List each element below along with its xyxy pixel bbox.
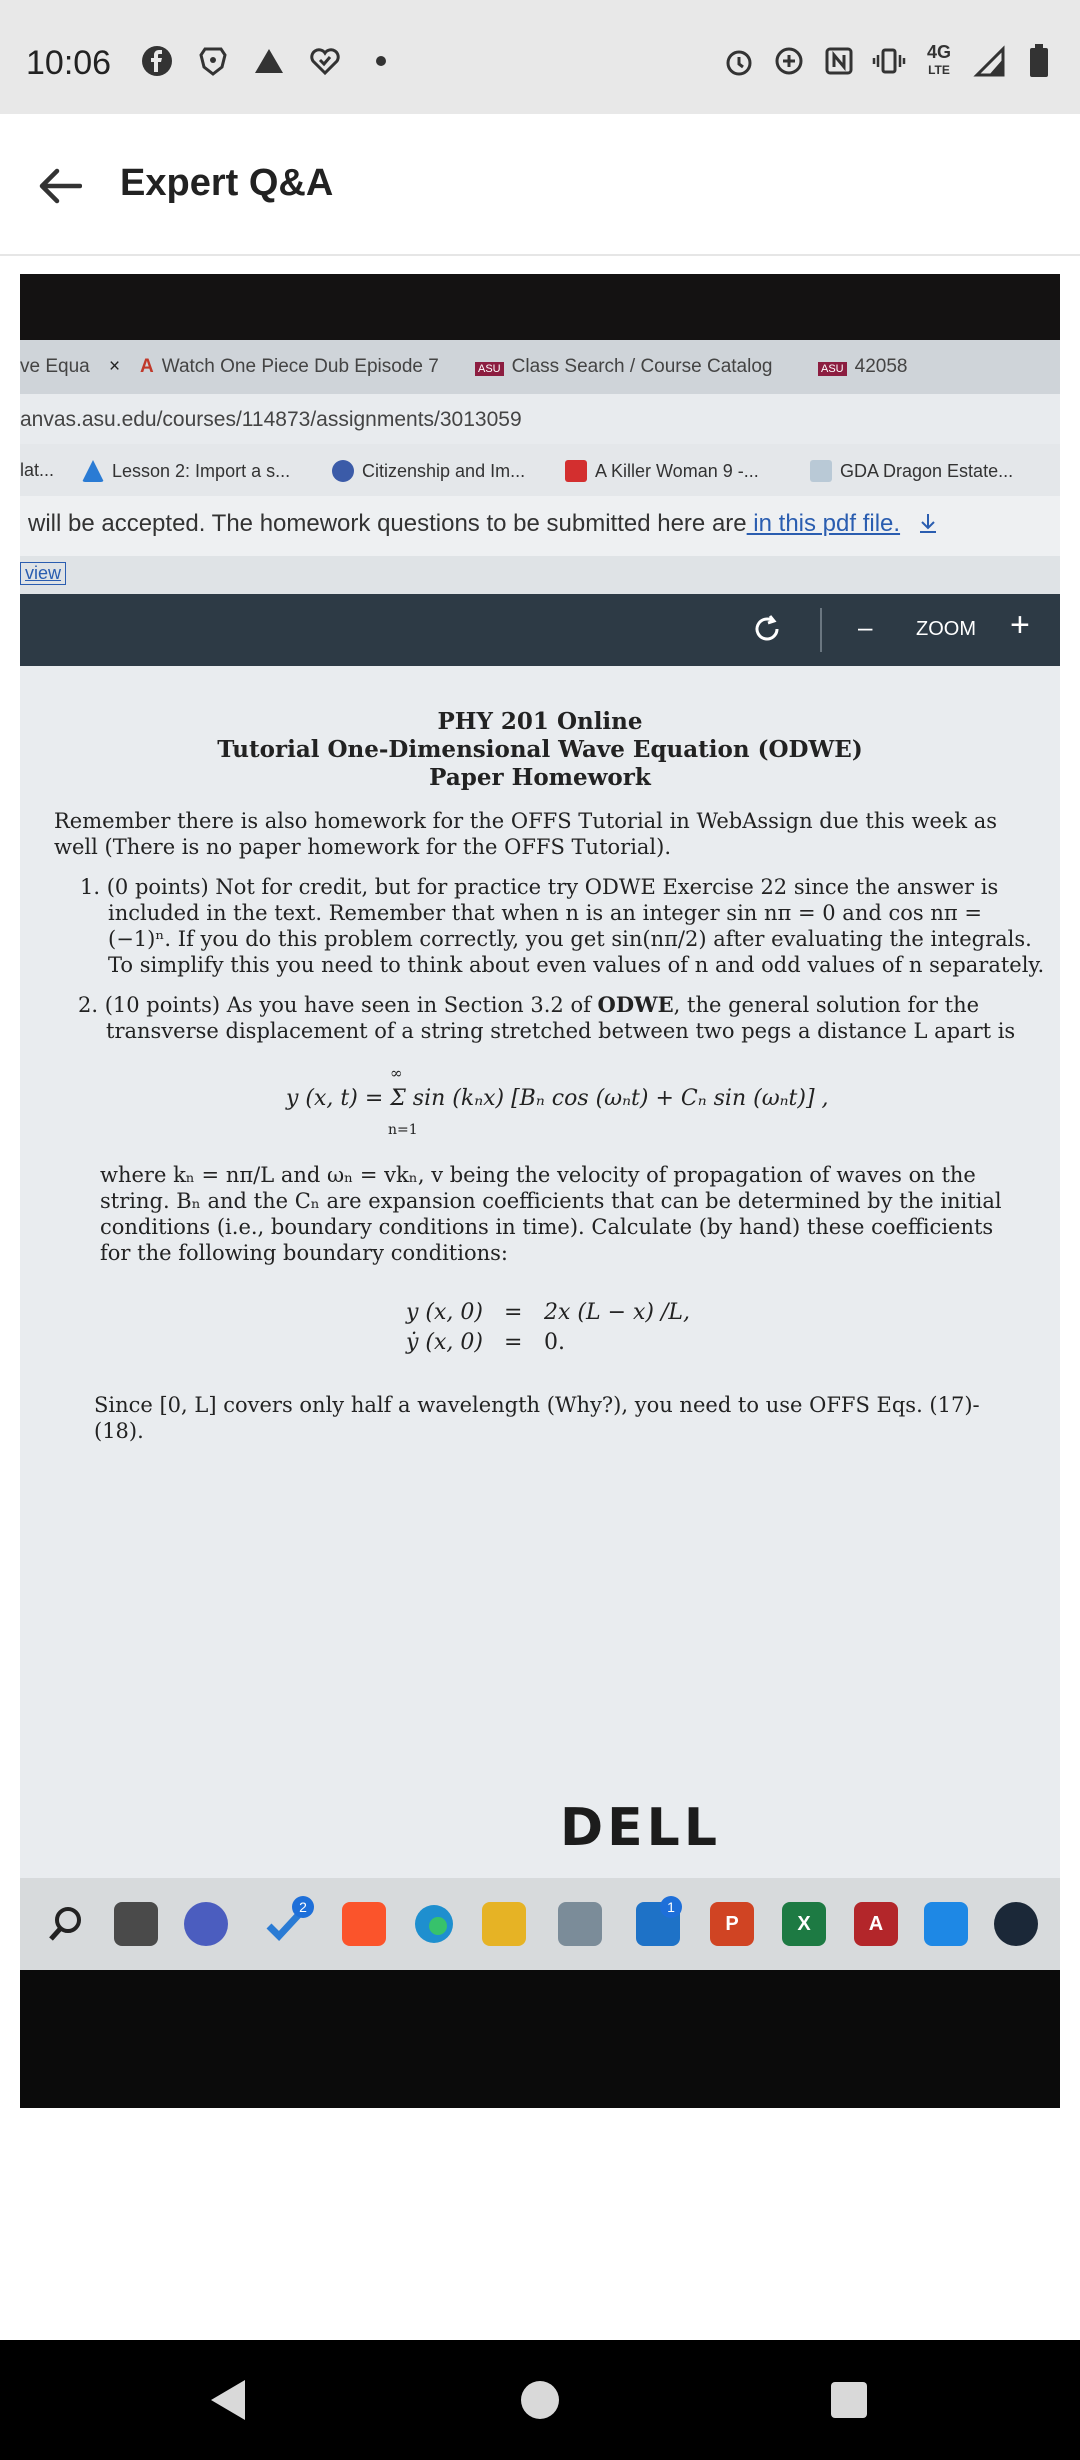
- q1-line-1: 1. (0 points) Not for credit, but for practice try ODWE Exercise 22 since the answer is: [80, 875, 999, 899]
- tab-42058: ASU 42058: [818, 356, 907, 378]
- bookmark-1: lat...: [20, 460, 55, 480]
- store-icon: [558, 1902, 602, 1946]
- q2-line-1: 2. (10 points) As you have seen in Section 3.2 of ODWE, the general solution for the: [78, 992, 980, 1017]
- sum-upper-limit: ∞: [390, 1064, 403, 1082]
- q2-line-5: conditions (i.e., boundary conditions in time). Calculate (by hand) these coefficients: [100, 1215, 994, 1239]
- q2-line-6: for the following boundary conditions:: [100, 1241, 508, 1265]
- tab-class-search: ASU Class Search / Course Catalog: [475, 356, 772, 378]
- status-bar: [0, 0, 1080, 114]
- dell-logo: DELL: [560, 1798, 721, 1858]
- boundary-condition-1-eq: =: [504, 1300, 523, 1325]
- arrow-left-icon: [38, 168, 82, 204]
- q2-line-4: string. Bₙ and the Cₙ are expansion coefficients that can be determined by the initial: [100, 1189, 1002, 1213]
- since-line-2: (18).: [94, 1419, 144, 1443]
- boundary-condition-2-lhs: ẏ (x, 0): [406, 1330, 483, 1355]
- pdf-title-tutorial: Tutorial One-Dimensional Wave Equation (ODWE): [217, 736, 863, 763]
- nav-back-button[interactable]: [195, 2366, 263, 2434]
- alarm-icon: [722, 44, 756, 78]
- pdf-title-homework: Paper Homework: [429, 764, 651, 791]
- triangle-back-icon: [209, 2378, 249, 2422]
- status-time: 10:06: [26, 44, 112, 82]
- monitor-bezel-bottom: [20, 1970, 1060, 2108]
- bookmark-lesson-2: Lesson 2: Import a s...: [82, 460, 290, 482]
- boundary-condition-1-lhs: y (x, 0): [406, 1300, 483, 1325]
- page-title: Expert Q&A: [120, 162, 334, 204]
- browser-url-bar: [20, 394, 1060, 444]
- task-view-icon: [114, 1902, 158, 1946]
- excel-icon: X: [782, 1902, 826, 1946]
- nfc-icon: [822, 44, 856, 78]
- q1-line-4: To simplify this you need to think about even values of n and odd values of n separately.: [108, 953, 1045, 977]
- drive-triangle-icon: [252, 44, 286, 78]
- intro-line-2: well (There is no paper homework for the OFFS Tutorial).: [54, 835, 672, 859]
- brave-browser-icon: [342, 1902, 386, 1946]
- browser-tab-strip: [20, 340, 1060, 394]
- q2-line-3: where kₙ = nπ/L and ωₙ = vkₙ, v being the velocity of propagation of waves on the: [100, 1163, 976, 1187]
- assignment-notice: will be accepted. The homework questions to be submitted here are in this pdf file.: [20, 496, 1060, 556]
- data-saver-icon: [772, 44, 806, 78]
- tab-wave-equation: ve Equa ×: [20, 356, 121, 377]
- windows-taskbar: [20, 1878, 1060, 1970]
- intro-line-1: Remember there is also homework for the OFFS Tutorial in WebAssign due this week as: [54, 809, 998, 833]
- facebook-icon: [140, 44, 174, 78]
- boundary-condition-2-rhs: 0.: [544, 1330, 565, 1355]
- network-type-label: 4G LTE: [926, 42, 951, 77]
- zoom-out-button: –: [858, 612, 873, 642]
- general-solution-equation: y (x, t) = Σ sin (kₙx) [Bₙ cos (ωₙt) + Cₙ sin (ωₙt)] ,: [286, 1086, 829, 1111]
- rotate-icon: [750, 612, 784, 646]
- vibrate-icon: [872, 44, 906, 78]
- download-icon: [917, 512, 939, 534]
- powerpoint-icon: P: [710, 1902, 754, 1946]
- pdf-file-link: in this pdf file.: [746, 510, 901, 537]
- search-icon: [44, 1902, 88, 1946]
- view-link: view: [20, 562, 66, 585]
- url-text: anvas.asu.edu/courses/114873/assignments/3013059: [20, 408, 522, 431]
- square-recents-icon: [829, 2380, 869, 2420]
- access-icon: A: [854, 1902, 898, 1946]
- steam-icon: [994, 1902, 1038, 1946]
- mail-badge: 1: [660, 1896, 682, 1918]
- todo-badge: 2: [292, 1896, 314, 1918]
- rotate-button: [750, 612, 784, 646]
- asu-a-icon: A: [140, 356, 154, 377]
- monitor-screen: [20, 340, 1060, 1970]
- tab-one-piece: A Watch One Piece Dub Episode 7: [140, 356, 439, 377]
- sum-lower-limit: n=1: [388, 1122, 418, 1138]
- pdf-page: [20, 666, 1060, 1970]
- bookmarks-bar: [20, 444, 1060, 497]
- boundary-condition-2-eq: =: [504, 1330, 523, 1355]
- bookmark-citizenship: Citizenship and Im...: [332, 460, 525, 482]
- app-header: [0, 114, 1080, 256]
- q1-line-3: (−1)ⁿ. If you do this problem correctly, you get sin(nπ/2) after evaluating the integrals.: [108, 927, 1032, 951]
- signal-icon: [972, 44, 1006, 78]
- pdf-toolbar: [20, 594, 1060, 666]
- toolbar-divider: [820, 608, 822, 652]
- zoom-label: ZOOM: [916, 618, 976, 640]
- dot-icon: [364, 44, 398, 78]
- boundary-condition-1-rhs: 2x (L − x) /L,: [544, 1300, 691, 1325]
- file-explorer-icon: [482, 1902, 526, 1946]
- zoom-in-button: +: [1010, 606, 1030, 644]
- since-line-1: Since [0, L] covers only half a wavelength (Why?), you need to use OFFS Eqs. (17)-: [94, 1393, 980, 1417]
- bookmark-killer-woman: A Killer Woman 9 -...: [565, 460, 759, 482]
- question-photo[interactable]: [20, 274, 1060, 2108]
- nav-recents-button[interactable]: [815, 2366, 883, 2434]
- monitor-bezel-top: [20, 274, 1060, 340]
- pdf-title-course: PHY 201 Online: [437, 708, 643, 735]
- zoom-app-icon: [924, 1902, 968, 1946]
- nav-home-button[interactable]: [506, 2366, 574, 2434]
- brave-lion-icon: [196, 44, 230, 78]
- circle-home-icon: [518, 2378, 562, 2422]
- system-icons: [722, 44, 1056, 78]
- heart-check-icon: [308, 44, 342, 78]
- q1-line-2: included in the text. Remember that when n is an integer sin nπ = 0 and cos nπ =: [108, 901, 982, 925]
- bookmark-gda-dragon: GDA Dragon Estate...: [810, 460, 1013, 482]
- back-button[interactable]: [32, 158, 88, 214]
- navigation-bar: [0, 2340, 1080, 2460]
- battery-icon: [1022, 44, 1056, 78]
- q2-line-2: transverse displacement of a string stretched between two pegs a distance L apart is: [106, 1019, 1016, 1043]
- teams-chat-icon: [184, 1902, 228, 1946]
- notification-icons: [140, 44, 398, 78]
- edge-browser-icon: [412, 1902, 456, 1946]
